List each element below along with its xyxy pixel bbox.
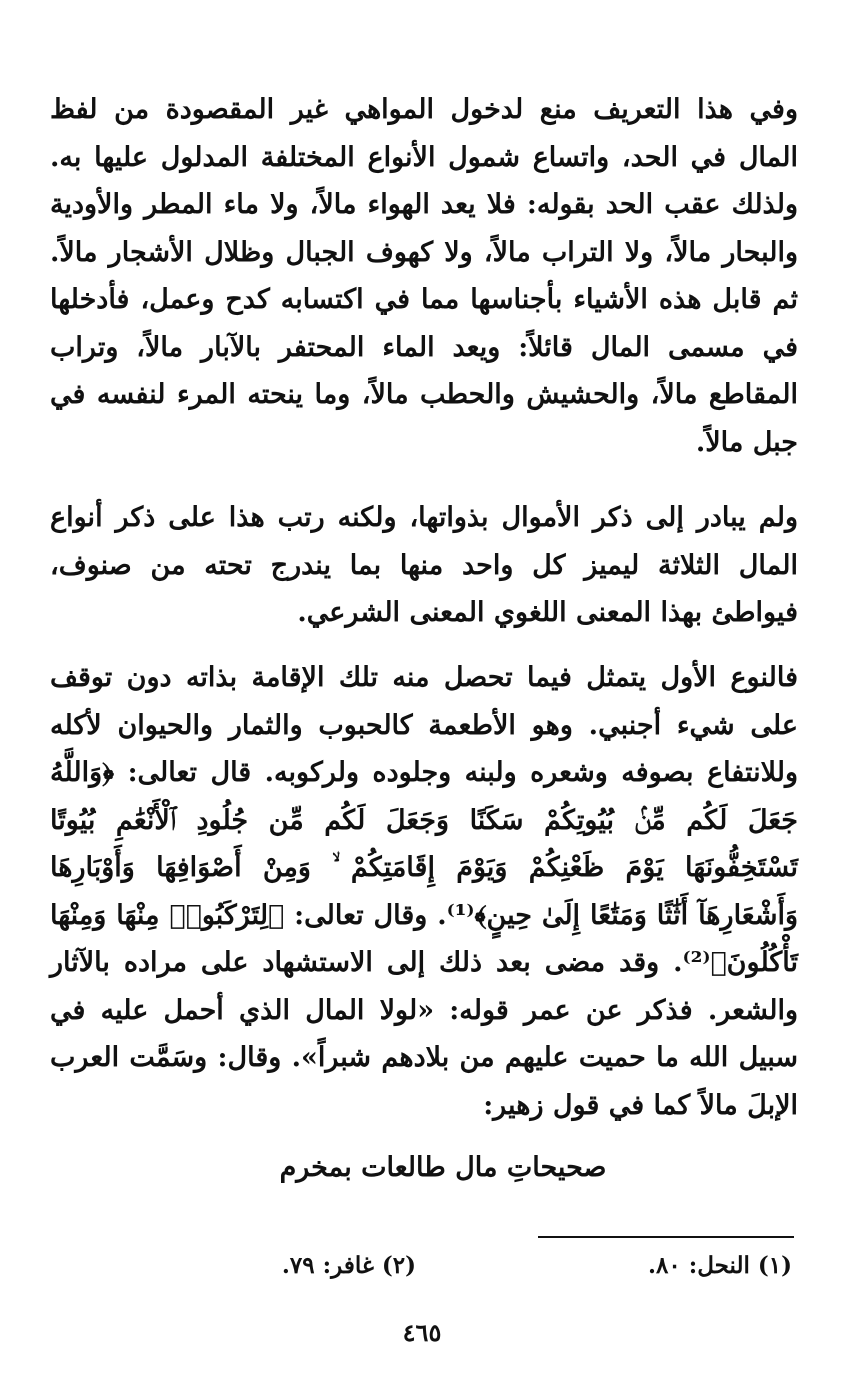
page-number: ٤٦٥ [402,1318,442,1347]
footnote-1: (١) النحل: ٨٠. [648,1252,792,1279]
paragraph-2: ولم يبادر إلى ذكر الأموال بذواتها، ولكنه رتب هذا على ذكر أنواع المال الثلاثة ليميز كل واحد منها بما يندرج تحته من صنوف، فيواطئ بهذا المعنى اللغوي المعنى الشرعي. [50,502,798,628]
footnote-divider [538,1236,794,1238]
paragraph-3: فالنوع الأول يتمثل فيما تحصل منه تلك الإقامة بذاته دون توقف على شيء أجنبي. وهو الأطعمة كالحبوب والثمار والحيوان لأكله وللانتفاع بصوفه وشعره ولبنه وجلوده ولركوبه. قال تعالى: ﴿وَاللَّهُ جَعَلَ لَكُم مِّنۢ بُيُوتِكُمْ سَكَنًا وَجَعَلَ لَكُم مِّن جُلُودِ ٱلْأَنْعَٰمِ بُيُوتًا تَسْتَخِفُّونَهَا يَوْمَ ظَعْنِكُمْ وَيَوْمَ إِقَامَتِكُمْ ۙ وَمِنْ أَصْوَافِهَا وَأَوْبَارِهَا وَأَشْعَارِهَآ أَثَٰثًا وَمَتَٰعًا إِلَىٰ حِينٍ﴾⁽¹⁾. وقال تعالى: ﴿لِتَرْكَبُوا۟ مِنْهَا وَمِنْهَا تَأْكُلُونَ﴾⁽²⁾. وقد مضى بعد ذلك إلى الاستشهاد على مراده بالآثار والشعر. فذكر عن عمر قوله: «لولا المال الذي أحمل عليه في سبيل الله ما حميت عليهم من بلادهم شبراً». وقال: وسَمَّت العرب الإبلَ مالاً كما في قول زهير: [50,662,798,1121]
paragraph-1: وفي هذا التعريف منع لدخول المواهي غير المقصودة من لفظ المال في الحد، واتساع شمول الأنواع المختلفة المدلول عليها به. ولذلك عقب الحد بقوله: فلا يعد الهواء مالاً، ولا ماء المطر والأودية والبحار مالاً، ولا التراب مالاً، ولا كهوف الجبال وظلال الأشجار مالاً. ثم قابل هذه الأشياء بأجناسها مما في اكتسابه كدح وعمل، فأدخلها في مسمى المال قائلاً: ويعد الماء المحتفر بالآبار مالاً، وتراب المقاطع مالاً، والحشيش والحطب مالاً، وما ينحته المرء لنفسه في جبل مالاً. [50,94,798,458]
footnote-2: (٢) غافر: ٧٩. [281,1252,416,1279]
poetry-verse: صحيحاتِ مال طالعات بمخرم [279,1152,607,1183]
